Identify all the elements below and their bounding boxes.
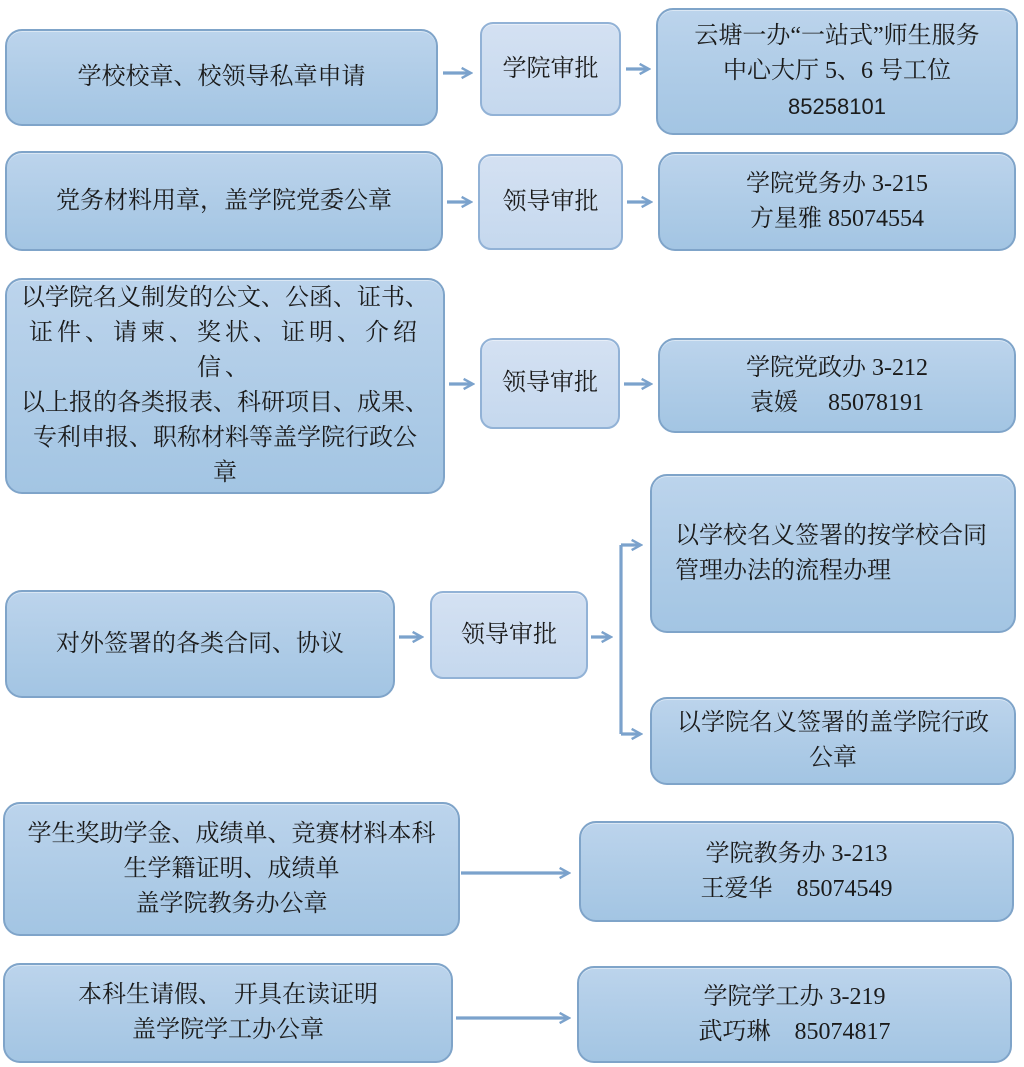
source-box-contracts [5,590,395,698]
source-line: 学生奖助学金、成绩单、竞赛材料本科 [27,820,436,847]
source-text: 党务材料用章，盖学院党委公章 [56,187,392,214]
branch-box-school-contract-process [650,474,1016,633]
source-line: 以上报的各类报表、科研项目、成果、 [21,390,429,416]
branch-line: 以学院名义签署的盖学院行政 [677,710,989,736]
destination-box-service-center [656,8,1018,135]
source-line: 本科生请假、 开具在读证明 [78,982,378,1008]
destination-line: 学院教务办 3-213 [705,840,888,867]
destination-line: 武巧琳 85074817 [698,1018,891,1045]
source-line: 章 [213,460,237,486]
destination-line: 袁媛 85078191 [750,389,924,416]
destination-box-student-affairs-office [577,966,1012,1063]
source-line: 专利申报、职称材料等盖学院行政公 [33,425,417,451]
destination-line: 学院党务办 3-215 [746,170,928,197]
approval-box-leader-r2 [478,154,623,250]
approval-box-leader-r3 [480,338,620,429]
destination-line: 方星雅 85074554 [750,205,924,232]
approval-text: 领导审批 [461,621,557,648]
source-line: 证件、请柬、奖状、证明、介绍信、 [29,320,421,381]
branch-box-college-admin-seal [650,697,1016,785]
destination-line: 云塘一办“一站式”师生服务 [694,23,980,49]
approval-box-leader-r4 [430,591,588,679]
branch-line: 公章 [809,745,857,771]
destination-phone: 85258101 [788,94,886,119]
branch-line: 以学校名义签署的按学校合同 [675,522,987,549]
branch-line: 管理办法的流程办理 [675,557,891,584]
destination-line: 中心大厅 5、6 号工位 [723,58,951,84]
destination-box-party-office [658,152,1016,251]
source-line: 盖学院学工办公章 [132,1017,324,1043]
destination-line: 学院党政办 3-212 [746,354,928,381]
destination-box-academic-office [579,821,1014,922]
destination-line: 学院学工办 3-219 [703,983,886,1010]
source-text: 学校校章、校领导私章申请 [77,64,366,90]
source-box-party-material [5,151,443,251]
source-line: 以学院名义制发的公文、公函、证书、 [21,285,429,311]
destination-box-party-admin-office [658,338,1016,433]
source-box-undergrad-leave [3,963,453,1063]
approval-text: 领导审批 [502,188,599,215]
approval-text: 领导审批 [502,370,598,396]
source-text: 对外签署的各类合同、协议 [56,630,344,657]
destination-line: 王爱华 85074549 [700,875,893,902]
source-box-official-documents [5,278,445,494]
source-box-school-seal [5,29,438,126]
source-box-student-awards [3,802,460,936]
approval-text: 学院审批 [502,55,599,82]
source-line: 生学籍证明、成绩单 [123,855,340,882]
source-line: 盖学院教务办公章 [135,890,328,917]
approval-box-college [480,22,621,116]
